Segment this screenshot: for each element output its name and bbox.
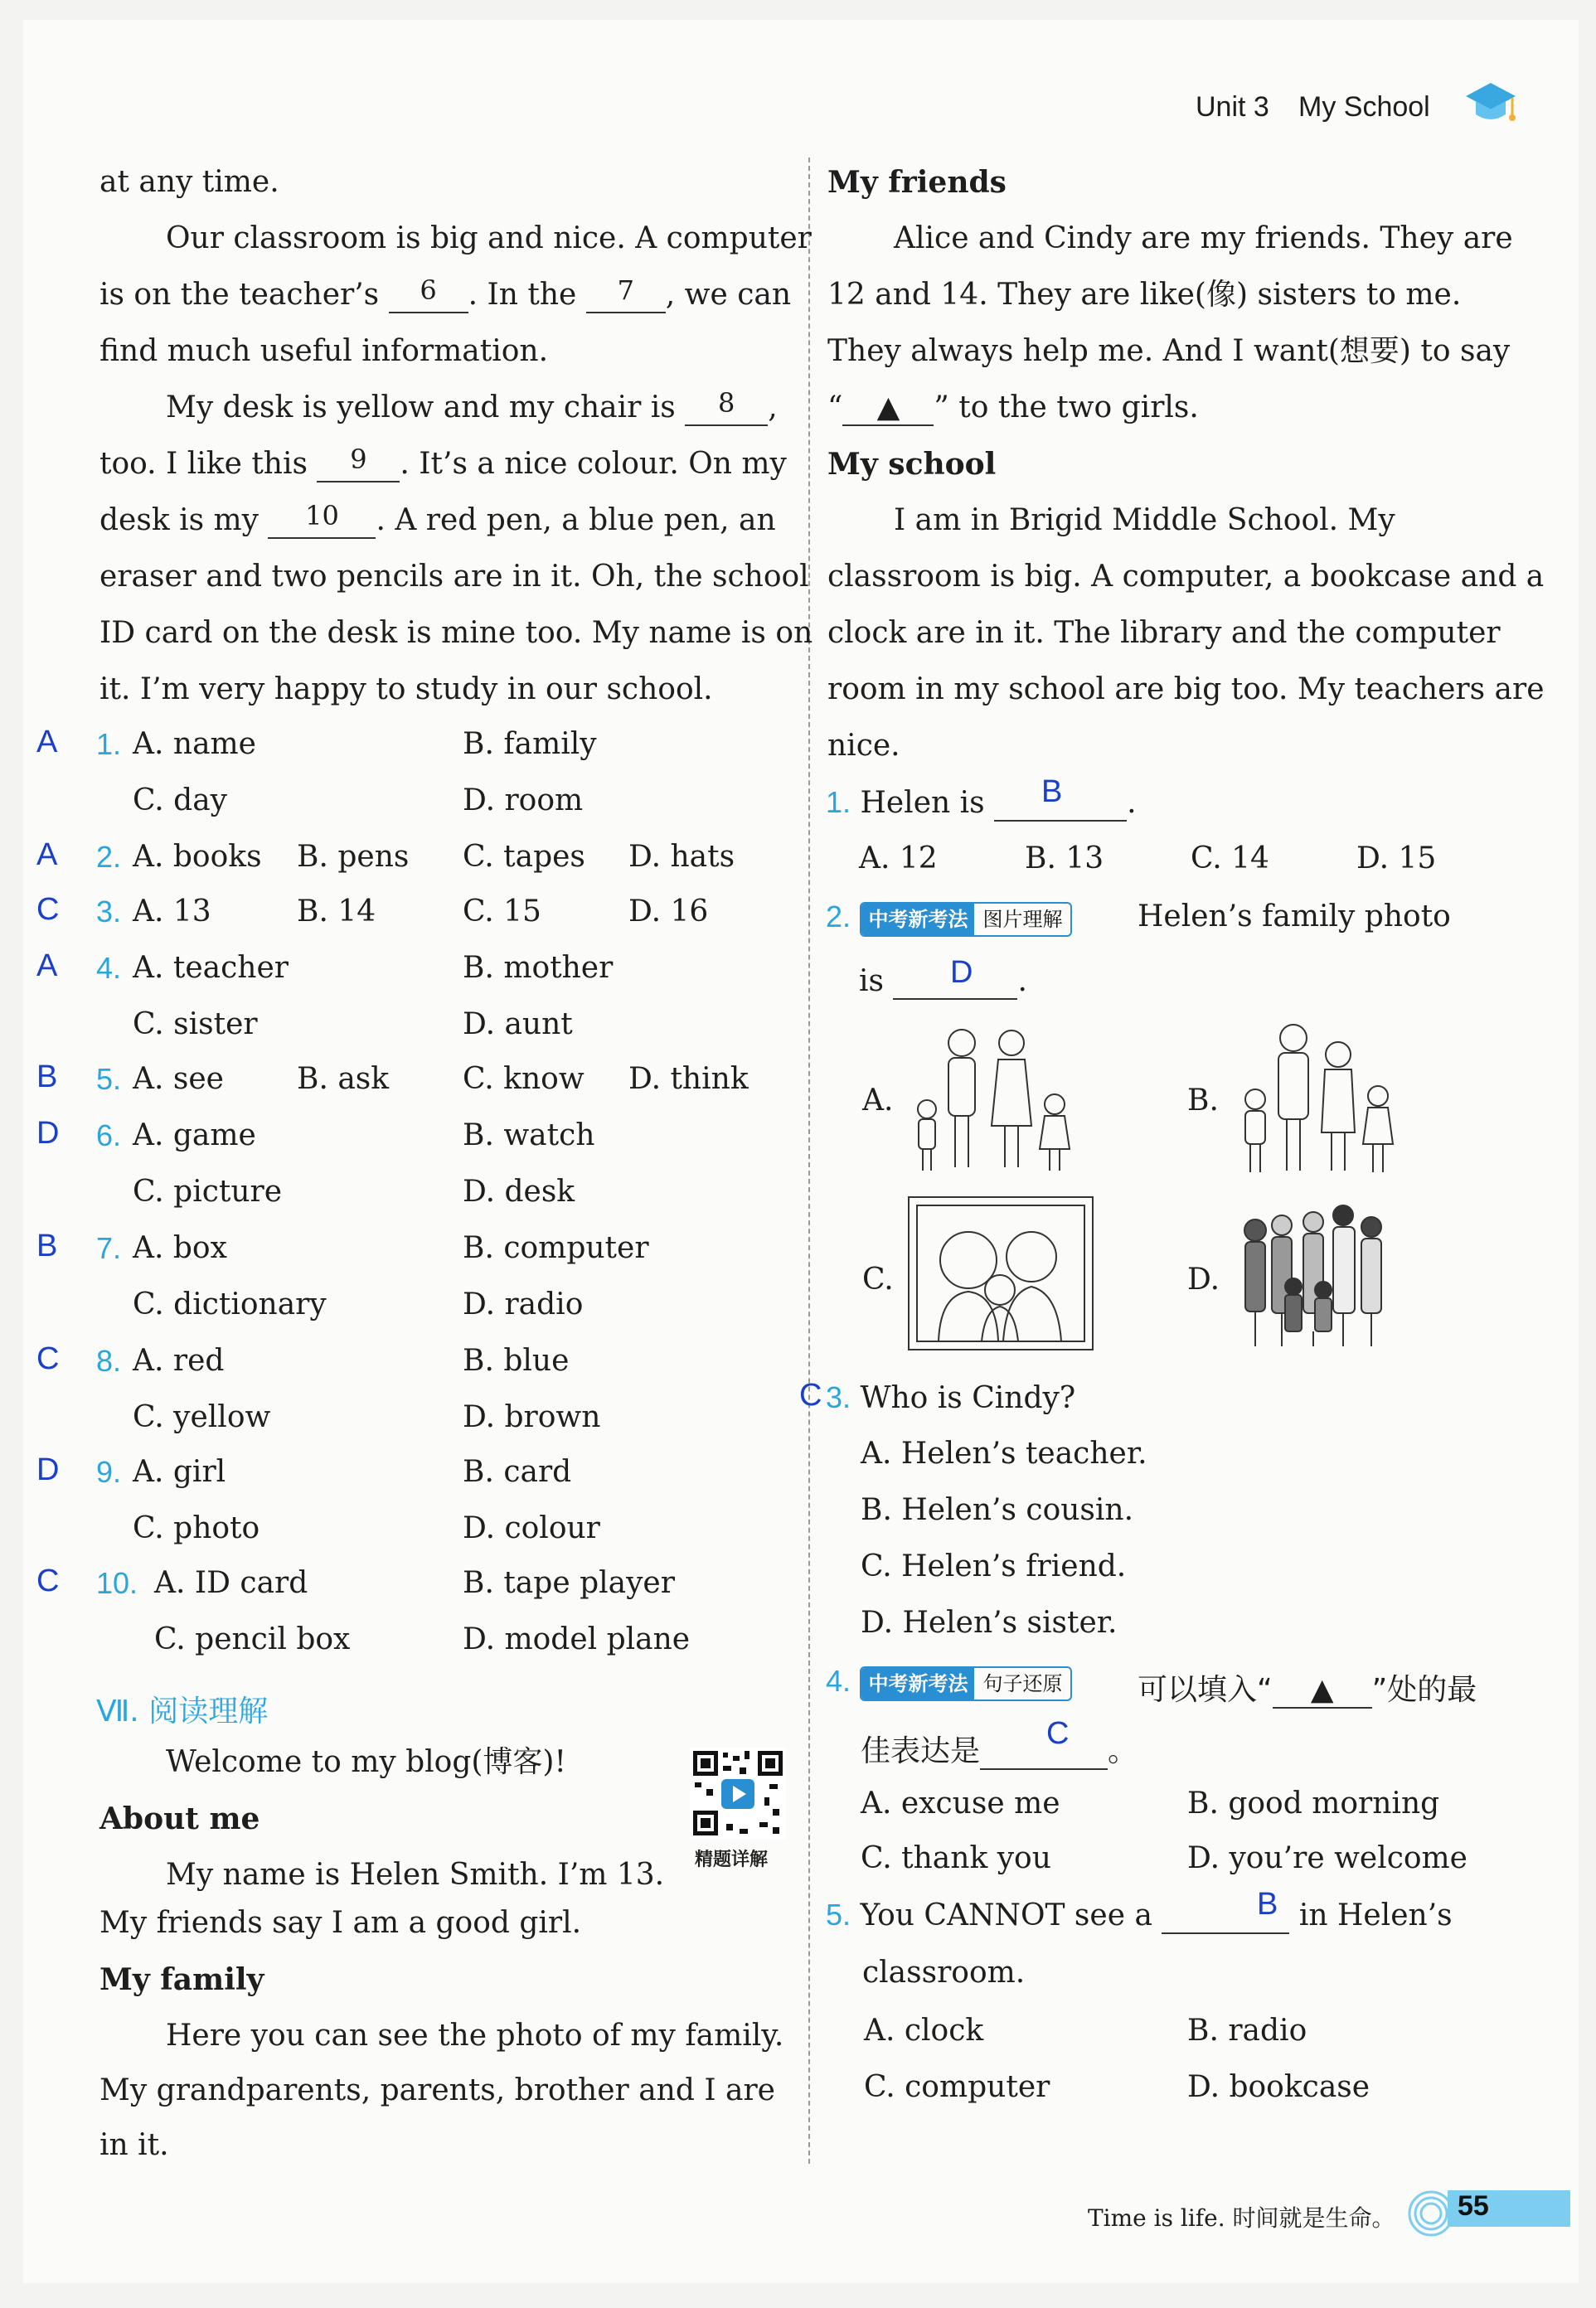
para-line: is on the teacher’s 6 . In the 7 , we can: [99, 274, 792, 312]
para-line: Our classroom is big and nice. A computer: [166, 221, 812, 255]
graduation-cap-icon: [1464, 80, 1517, 128]
option[interactable]: C. 14: [1191, 841, 1269, 875]
question-number: 9.: [96, 1455, 122, 1489]
option[interactable]: A. game: [133, 1118, 256, 1152]
option[interactable]: B. tape player: [463, 1566, 675, 1600]
exam-tag: 中考新考法 句子还原: [860, 1666, 1072, 1701]
blog-welcome: Welcome to my blog(博客)!: [166, 1745, 566, 1779]
option[interactable]: B. pens: [297, 840, 410, 874]
para-line: I am in Brigid Middle School. My: [894, 503, 1395, 537]
para-line: classroom is big. A computer, a bookcase and a: [827, 560, 1545, 594]
option[interactable]: C. thank you: [861, 1841, 1051, 1875]
para-line: My name is Helen Smith. I’m 13.: [166, 1858, 665, 1892]
heading-my-family: My family: [99, 1962, 264, 1997]
option[interactable]: B. radio: [1187, 2014, 1307, 2048]
question-2-right: 2. 中考新考法 图片理解: [826, 900, 1072, 937]
option[interactable]: A. box: [133, 1231, 227, 1265]
answer-blank[interactable]: [980, 1734, 1108, 1770]
option[interactable]: D. radio: [463, 1287, 584, 1321]
option[interactable]: B. card: [463, 1455, 572, 1489]
handwritten-answer: C: [36, 892, 60, 927]
para-line: too. I like this 9 . It’s a nice colour. On my: [99, 444, 787, 481]
option[interactable]: C. Helen’s friend.: [861, 1549, 1127, 1583]
para-line: ID card on the desk is mine too. My name is on: [99, 616, 813, 650]
option[interactable]: C. pencil box: [154, 1622, 351, 1656]
option[interactable]: D. 16: [628, 895, 709, 929]
blank-7[interactable]: 7: [586, 279, 666, 313]
option[interactable]: D. you’re welcome: [1187, 1841, 1467, 1875]
handwritten-answer: A: [36, 725, 58, 759]
option[interactable]: D. colour: [463, 1511, 600, 1545]
question-number: 8.: [96, 1344, 122, 1378]
option[interactable]: B. computer: [463, 1231, 649, 1265]
option[interactable]: A. excuse me: [861, 1787, 1060, 1821]
option[interactable]: B. family: [463, 727, 597, 761]
option[interactable]: A. clock: [864, 2014, 984, 2048]
picture-option-label[interactable]: D.: [1187, 1263, 1220, 1297]
handwritten-answer: B: [36, 1059, 58, 1094]
option[interactable]: A. books: [133, 840, 262, 874]
para-line: Alice and Cindy are my friends. They are: [894, 221, 1513, 255]
option[interactable]: C. tapes: [463, 840, 585, 874]
para-line: My grandparents, parents, brother and I are: [99, 2073, 775, 2107]
handwritten-answer: B: [36, 1229, 58, 1263]
option[interactable]: C. day: [133, 783, 227, 817]
handwritten-answer: B: [1257, 1887, 1278, 1922]
handwritten-answer: C: [36, 1341, 60, 1376]
question-4-stem-line2: 佳表达是 。: [861, 1734, 1138, 1768]
option[interactable]: D. room: [463, 783, 584, 817]
option[interactable]: B. mother: [463, 951, 614, 985]
heading-about-me: About me: [99, 1801, 260, 1836]
triangle-blank: ▲: [842, 391, 934, 426]
option[interactable]: C. yellow: [133, 1400, 271, 1434]
qr-code-icon[interactable]: [690, 1748, 786, 1839]
footer-motto: Time is life. 时间就是生命。: [1088, 2204, 1395, 2232]
question-3-right: 3. Who is Cindy?: [826, 1380, 1076, 1415]
option[interactable]: A. teacher: [133, 951, 289, 985]
option[interactable]: B. ask: [297, 1062, 390, 1096]
question-number: 1.: [96, 727, 122, 761]
para-line: 12 and 14. They are like(像) sisters to me.: [827, 278, 1462, 312]
para-line: find much useful information.: [99, 334, 549, 368]
option[interactable]: A. see: [133, 1062, 224, 1096]
option[interactable]: D. desk: [463, 1175, 575, 1209]
column-divider: [808, 158, 810, 2164]
blank-10[interactable]: 10: [268, 504, 376, 539]
handwritten-answer: D: [950, 955, 973, 990]
option[interactable]: A. ID card: [154, 1566, 308, 1600]
para-line: desk is my 10 . A red pen, a blue pen, an: [99, 500, 776, 537]
para-line: They always help me. And I want(想要) to say: [827, 334, 1511, 368]
blank-9[interactable]: 9: [317, 448, 400, 482]
handwritten-answer: D: [36, 1452, 60, 1487]
handwritten-answer: B: [1041, 774, 1063, 809]
question-4-stem: 可以填入“ ▲ ”处的最: [1138, 1673, 1477, 1707]
option[interactable]: C. 15: [463, 895, 541, 929]
picture-option-label[interactable]: A.: [862, 1084, 894, 1118]
option[interactable]: A. 13: [133, 895, 211, 929]
para-line: My desk is yellow and my chair is 8 ,: [166, 387, 778, 424]
para-line: room in my school are big too. My teachers are: [827, 672, 1545, 706]
picture-option-label[interactable]: B.: [1187, 1084, 1219, 1118]
question-number: 7.: [96, 1231, 122, 1265]
option[interactable]: A. red: [133, 1344, 225, 1378]
option[interactable]: D. hats: [628, 840, 735, 874]
para-line: at any time.: [99, 165, 279, 199]
question-number: 5.: [96, 1062, 122, 1096]
para-line: Here you can see the photo of my family.: [166, 2019, 784, 2053]
para-line: it. I’m very happy to study in our school.: [99, 672, 713, 706]
option[interactable]: D. Helen’s sister.: [861, 1606, 1118, 1640]
blank-8[interactable]: 8: [685, 391, 768, 426]
question-number: 6.: [96, 1118, 122, 1152]
family-picture-d[interactable]: [1230, 1194, 1396, 1356]
option[interactable]: D. 15: [1356, 841, 1437, 875]
option[interactable]: C. dictionary: [133, 1287, 327, 1321]
option[interactable]: B. 13: [1025, 841, 1104, 875]
option[interactable]: C. photo: [133, 1511, 260, 1545]
option[interactable]: B. good morning: [1187, 1787, 1440, 1821]
question-number: 10.: [96, 1566, 138, 1600]
page-number: 55: [1458, 2190, 1489, 2222]
option[interactable]: A. girl: [133, 1455, 226, 1489]
handwritten-answer: C: [799, 1378, 822, 1413]
option[interactable]: D. brown: [463, 1400, 601, 1434]
question-number: 2.: [96, 840, 122, 874]
option[interactable]: C. sister: [133, 1007, 258, 1041]
para-line: My friends say I am a good girl.: [99, 1906, 582, 1940]
unit-label: Unit 3: [1196, 91, 1269, 123]
heading-my-friends: My friends: [827, 165, 1007, 200]
para-line: “ ▲ ” to the two girls.: [827, 390, 1199, 424]
option[interactable]: D. model plane: [463, 1622, 691, 1656]
question-number: 3.: [96, 895, 122, 929]
question-5-right: 5. You CANNOT see a in Helen’s: [826, 1898, 1453, 1932]
option[interactable]: B. blue: [463, 1344, 570, 1378]
option[interactable]: C. computer: [864, 2070, 1050, 2104]
option[interactable]: C. picture: [133, 1175, 283, 1209]
picture-option-label[interactable]: C.: [862, 1263, 894, 1297]
option[interactable]: B. watch: [463, 1118, 595, 1152]
family-picture-c[interactable]: [907, 1195, 1094, 1351]
question-4-right: 4. 中考新考法 句子还原: [826, 1665, 1072, 1701]
question-5-stem3: classroom.: [862, 1956, 1026, 1990]
question-2-stem: Helen’s family photo: [1138, 899, 1451, 933]
handwritten-answer: A: [36, 837, 58, 872]
unit-title: My School: [1298, 91, 1430, 123]
question-number: 4.: [96, 951, 122, 985]
question-2-stem2: is .: [859, 964, 1027, 998]
option[interactable]: C. know: [463, 1062, 585, 1096]
option[interactable]: A. name: [133, 727, 256, 761]
qr-label: 精题详解: [695, 1850, 769, 1870]
option[interactable]: A. 12: [859, 841, 938, 875]
family-picture-a[interactable]: [904, 1018, 1086, 1181]
handwritten-answer: A: [36, 948, 58, 983]
family-picture-b[interactable]: [1230, 1016, 1404, 1182]
option[interactable]: B. 14: [297, 895, 376, 929]
blank-6[interactable]: 6: [389, 279, 468, 313]
para-line: clock are in it. The library and the computer: [827, 616, 1501, 650]
handwritten-answer: D: [36, 1116, 60, 1151]
handwritten-answer: C: [36, 1564, 60, 1598]
para-line: nice.: [827, 729, 900, 763]
handwritten-answer: C: [1046, 1716, 1070, 1751]
para-line: in it.: [99, 2128, 169, 2162]
section-heading: Ⅶ. 阅读理解: [96, 1695, 269, 1729]
exam-tag: 中考新考法 图片理解: [860, 902, 1072, 937]
option[interactable]: D. bookcase: [1187, 2070, 1370, 2104]
option[interactable]: D. think: [628, 1062, 749, 1096]
option[interactable]: D. aunt: [463, 1007, 573, 1041]
heading-my-school: My school: [827, 447, 997, 482]
option[interactable]: B. Helen’s cousin.: [861, 1493, 1134, 1527]
para-line: eraser and two pencils are in it. Oh, the school: [99, 560, 809, 594]
option[interactable]: A. Helen’s teacher.: [861, 1437, 1147, 1471]
question-1-right: 1. Helen is .: [826, 785, 1137, 820]
